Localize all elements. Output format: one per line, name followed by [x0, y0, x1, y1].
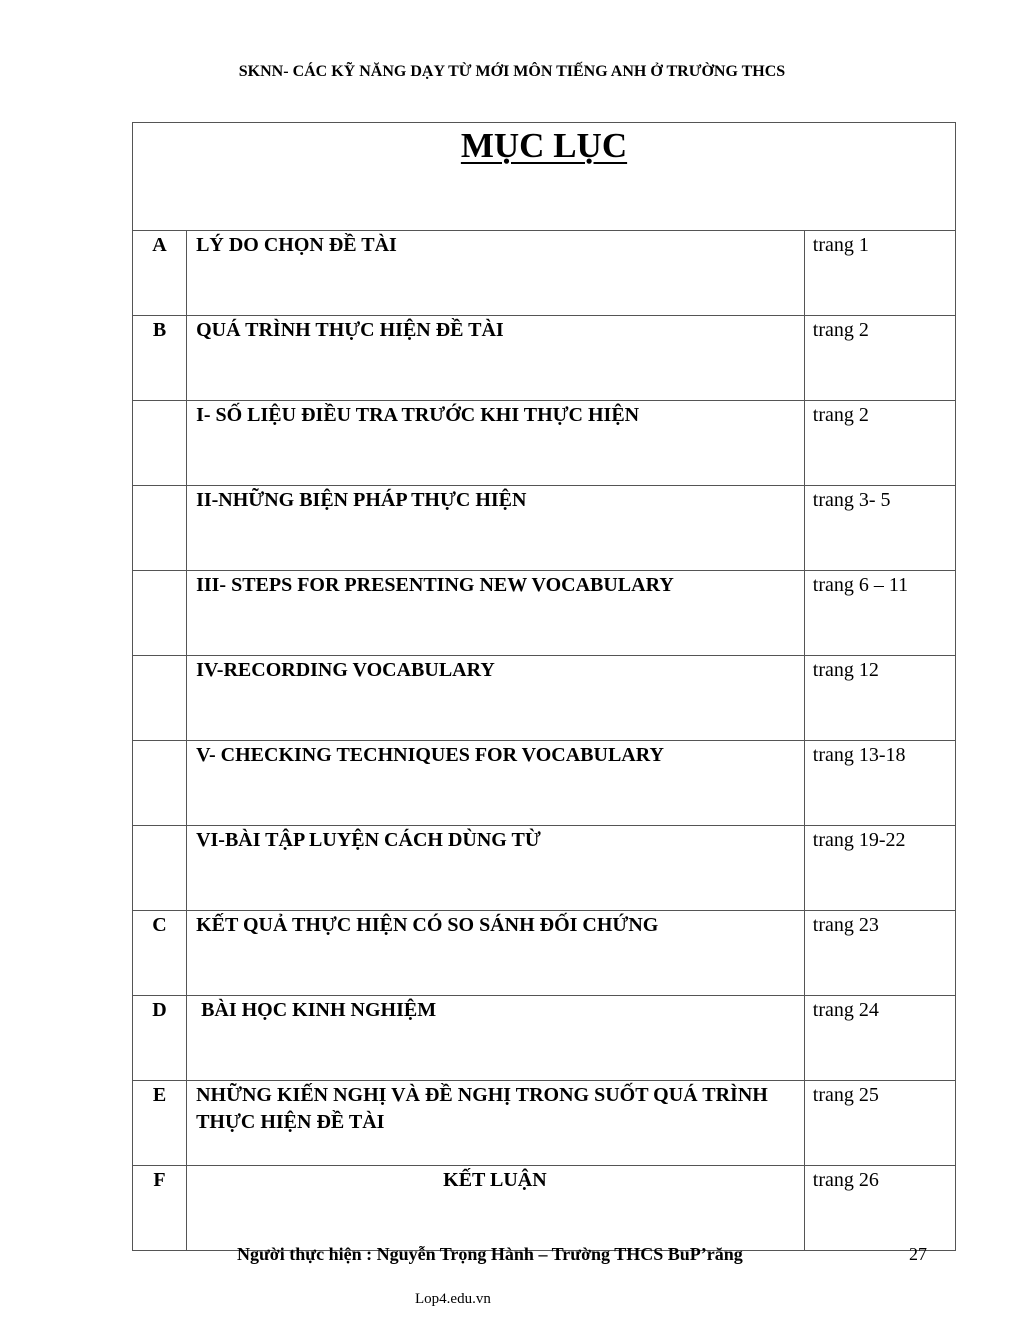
toc-row [133, 996, 956, 1081]
section-page: trang 6 – 11 [804, 571, 955, 656]
toc-row [133, 1166, 956, 1251]
page-header: SKNN- CÁC KỸ NĂNG DẠY TỪ MỚI MÔN TIẾNG ANH Ở TRƯỜNG THCS [238, 63, 786, 80]
section-title: VI-BÀI TẬP LUYỆN CÁCH DÙNG TỪ [187, 826, 805, 911]
toc-row [133, 486, 956, 571]
section-letter: E [133, 1081, 187, 1166]
section-title: BÀI HỌC KINH NGHIỆM [187, 996, 805, 1081]
section-letter [133, 401, 187, 486]
section-page: trang 25 [804, 1081, 955, 1166]
source-watermark: Lop4.edu.vn [415, 1291, 491, 1307]
page-number: 27 [909, 1244, 927, 1264]
section-page: trang 12 [804, 656, 955, 741]
toc-row [133, 316, 956, 401]
toc-row [133, 911, 956, 996]
footer-author: Người thực hiện : Nguyễn Trọng Hành – Trường THCS BuP’răng [237, 1244, 743, 1264]
toc-heading-cell [133, 123, 956, 231]
section-title: KẾT QUẢ THỰC HIỆN CÓ SO SÁNH ĐỐI CHỨNG [187, 911, 805, 996]
section-title: II-NHỮNG BIỆN PHÁP THỰC HIỆN [187, 486, 805, 571]
section-title: LÝ DO CHỌN ĐỀ TÀI [187, 231, 805, 316]
section-page: trang 2 [804, 316, 955, 401]
section-letter [133, 571, 187, 656]
toc-row [133, 741, 956, 826]
section-page: trang 26 [804, 1166, 955, 1251]
section-page: trang 24 [804, 996, 955, 1081]
section-title: I- SỐ LIỆU ĐIỀU TRA TRƯỚC KHI THỰC HIỆN [187, 401, 805, 486]
section-letter: D [133, 996, 187, 1081]
toc-row [133, 571, 956, 656]
section-page: trang 19-22 [804, 826, 955, 911]
table-of-contents [132, 122, 956, 1251]
section-page: trang 3- 5 [804, 486, 955, 571]
toc-row [133, 1081, 956, 1166]
section-page: trang 13-18 [804, 741, 955, 826]
section-page: trang 2 [804, 401, 955, 486]
section-title: III- STEPS FOR PRESENTING NEW VOCABULARY [187, 571, 805, 656]
toc-heading: MỤC LỤC [460, 126, 628, 165]
section-letter: C [133, 911, 187, 996]
section-title: NHỮNG KIẾN NGHỊ VÀ ĐỀ NGHỊ TRONG SUỐT QUÁ TRÌNH THỰC HIỆN ĐỀ TÀI [187, 1081, 805, 1166]
section-letter: F [133, 1166, 187, 1251]
section-letter: B [133, 316, 187, 401]
toc-row [133, 656, 956, 741]
section-title: KẾT LUẬN [187, 1166, 805, 1251]
section-letter [133, 741, 187, 826]
section-letter: A [133, 231, 187, 316]
section-letter [133, 656, 187, 741]
toc-row [133, 826, 956, 911]
section-letter [133, 826, 187, 911]
section-title: QUÁ TRÌNH THỰC HIỆN ĐỀ TÀI [187, 316, 805, 401]
toc-row [133, 231, 956, 316]
section-page: trang 1 [804, 231, 955, 316]
section-page: trang 23 [804, 911, 955, 996]
section-title: V- CHECKING TECHNIQUES FOR VOCABULARY [187, 741, 805, 826]
section-title: IV-RECORDING VOCABULARY [187, 656, 805, 741]
toc-row [133, 401, 956, 486]
section-letter [133, 486, 187, 571]
